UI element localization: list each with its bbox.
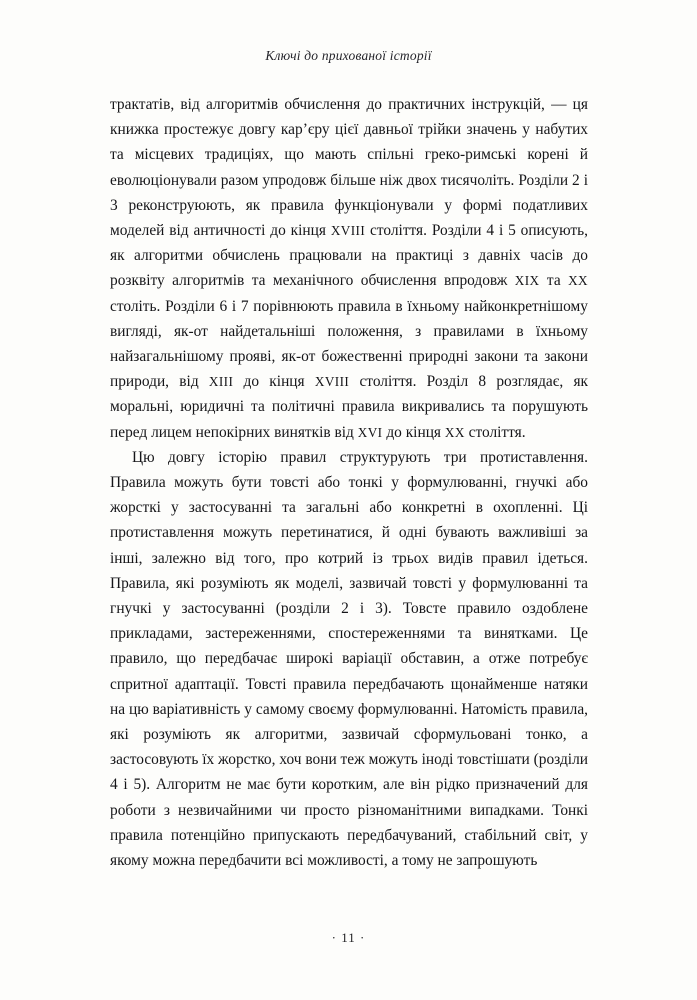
roman-numeral: XVIII: [330, 223, 366, 239]
body-text-block: [110, 92, 588, 873]
running-head: Ключі до прихованої історії: [265, 48, 432, 63]
roman-numeral: XIII: [208, 374, 234, 390]
roman-numeral: XVIII: [314, 374, 350, 390]
paragraph: трактатів, від алгоритмів обчислення до практичних інструкцій, — ця книжка простежує довгу кар’єру цієї давньої трійки значень у набутих та місцевих традиціях, що мають спільні греко-римські корені й еволюціонували разом упродовж більше ніж двох тисячоліть. Розділи 2 і 3 реконструюють, як правила функціонували у формі податливих моделей від античності до кінця XVIII століття. Розділи 4 і 5 описують, як алгоритми обчислень працювали на практиці з давніх часів до розквіту алгоритмів та механічного обчислення впродовж XIX та XX століть. Розділи 6 і 7 порівнюють правила в їхньому найконкретнішому вигляді, як-от найдетальніші положення, з правилами в їхньому найзагальнішому прояві, як-от божественні природні закони та закони природи, від XIII до кінця XVIII століття. Розділ 8 розглядає, як моральні, юридичні та політичні правила викривались та порушують перед лицем непокірних винятків від XVI до кінця XX століття.: [110, 96, 589, 441]
roman-numeral: XVI: [357, 424, 383, 440]
page-number: · 11 ·: [331, 930, 366, 945]
roman-numeral: XX: [444, 424, 465, 440]
roman-numeral: XX: [568, 273, 588, 289]
roman-numeral: XIX: [514, 273, 540, 289]
paragraph: Цю довгу історію правил структурують три протиставлення. Правила можуть бути товсті або тонкі у формулюванні, гнучкі або жорсткі у застосуванні та загальні або конкретні в охопленні. Ці протиставлення можуть перетинатися, й одні бувають важливіші за інші, залежно від того, про котрий із трьох видів правил ідеться. Правила, які розуміють як моделі, зазвичай товсті у формулюванні та гнучкі у застосуванні (розділи 2 і 3). Товсте правило оздоблене прикладами, застереженнями, спостереженнями та винятками. Це правило, що передбачає широкі варіації обставин, а отже потребує спритної адаптації. Товсті правила передбачають щонайменше натяки на цю варіативність у самому своєму формулюванні. Натомість правила, які розуміють як алгоритми, зазвичай сформульовані тонко, а застосовують їх жорстко, хоч вони теж можуть іноді товстішати (розділи 4 і 5). Алгоритм не має бути коротким, але він рідко призначений для роботи з незвичайними чи просто різноманітними випадками. Тонкі правила потенційно припускають передбачуваний, стабільний світ, у якому можна передбачити всі можливості, а тому не запрошують: [110, 448, 588, 870]
